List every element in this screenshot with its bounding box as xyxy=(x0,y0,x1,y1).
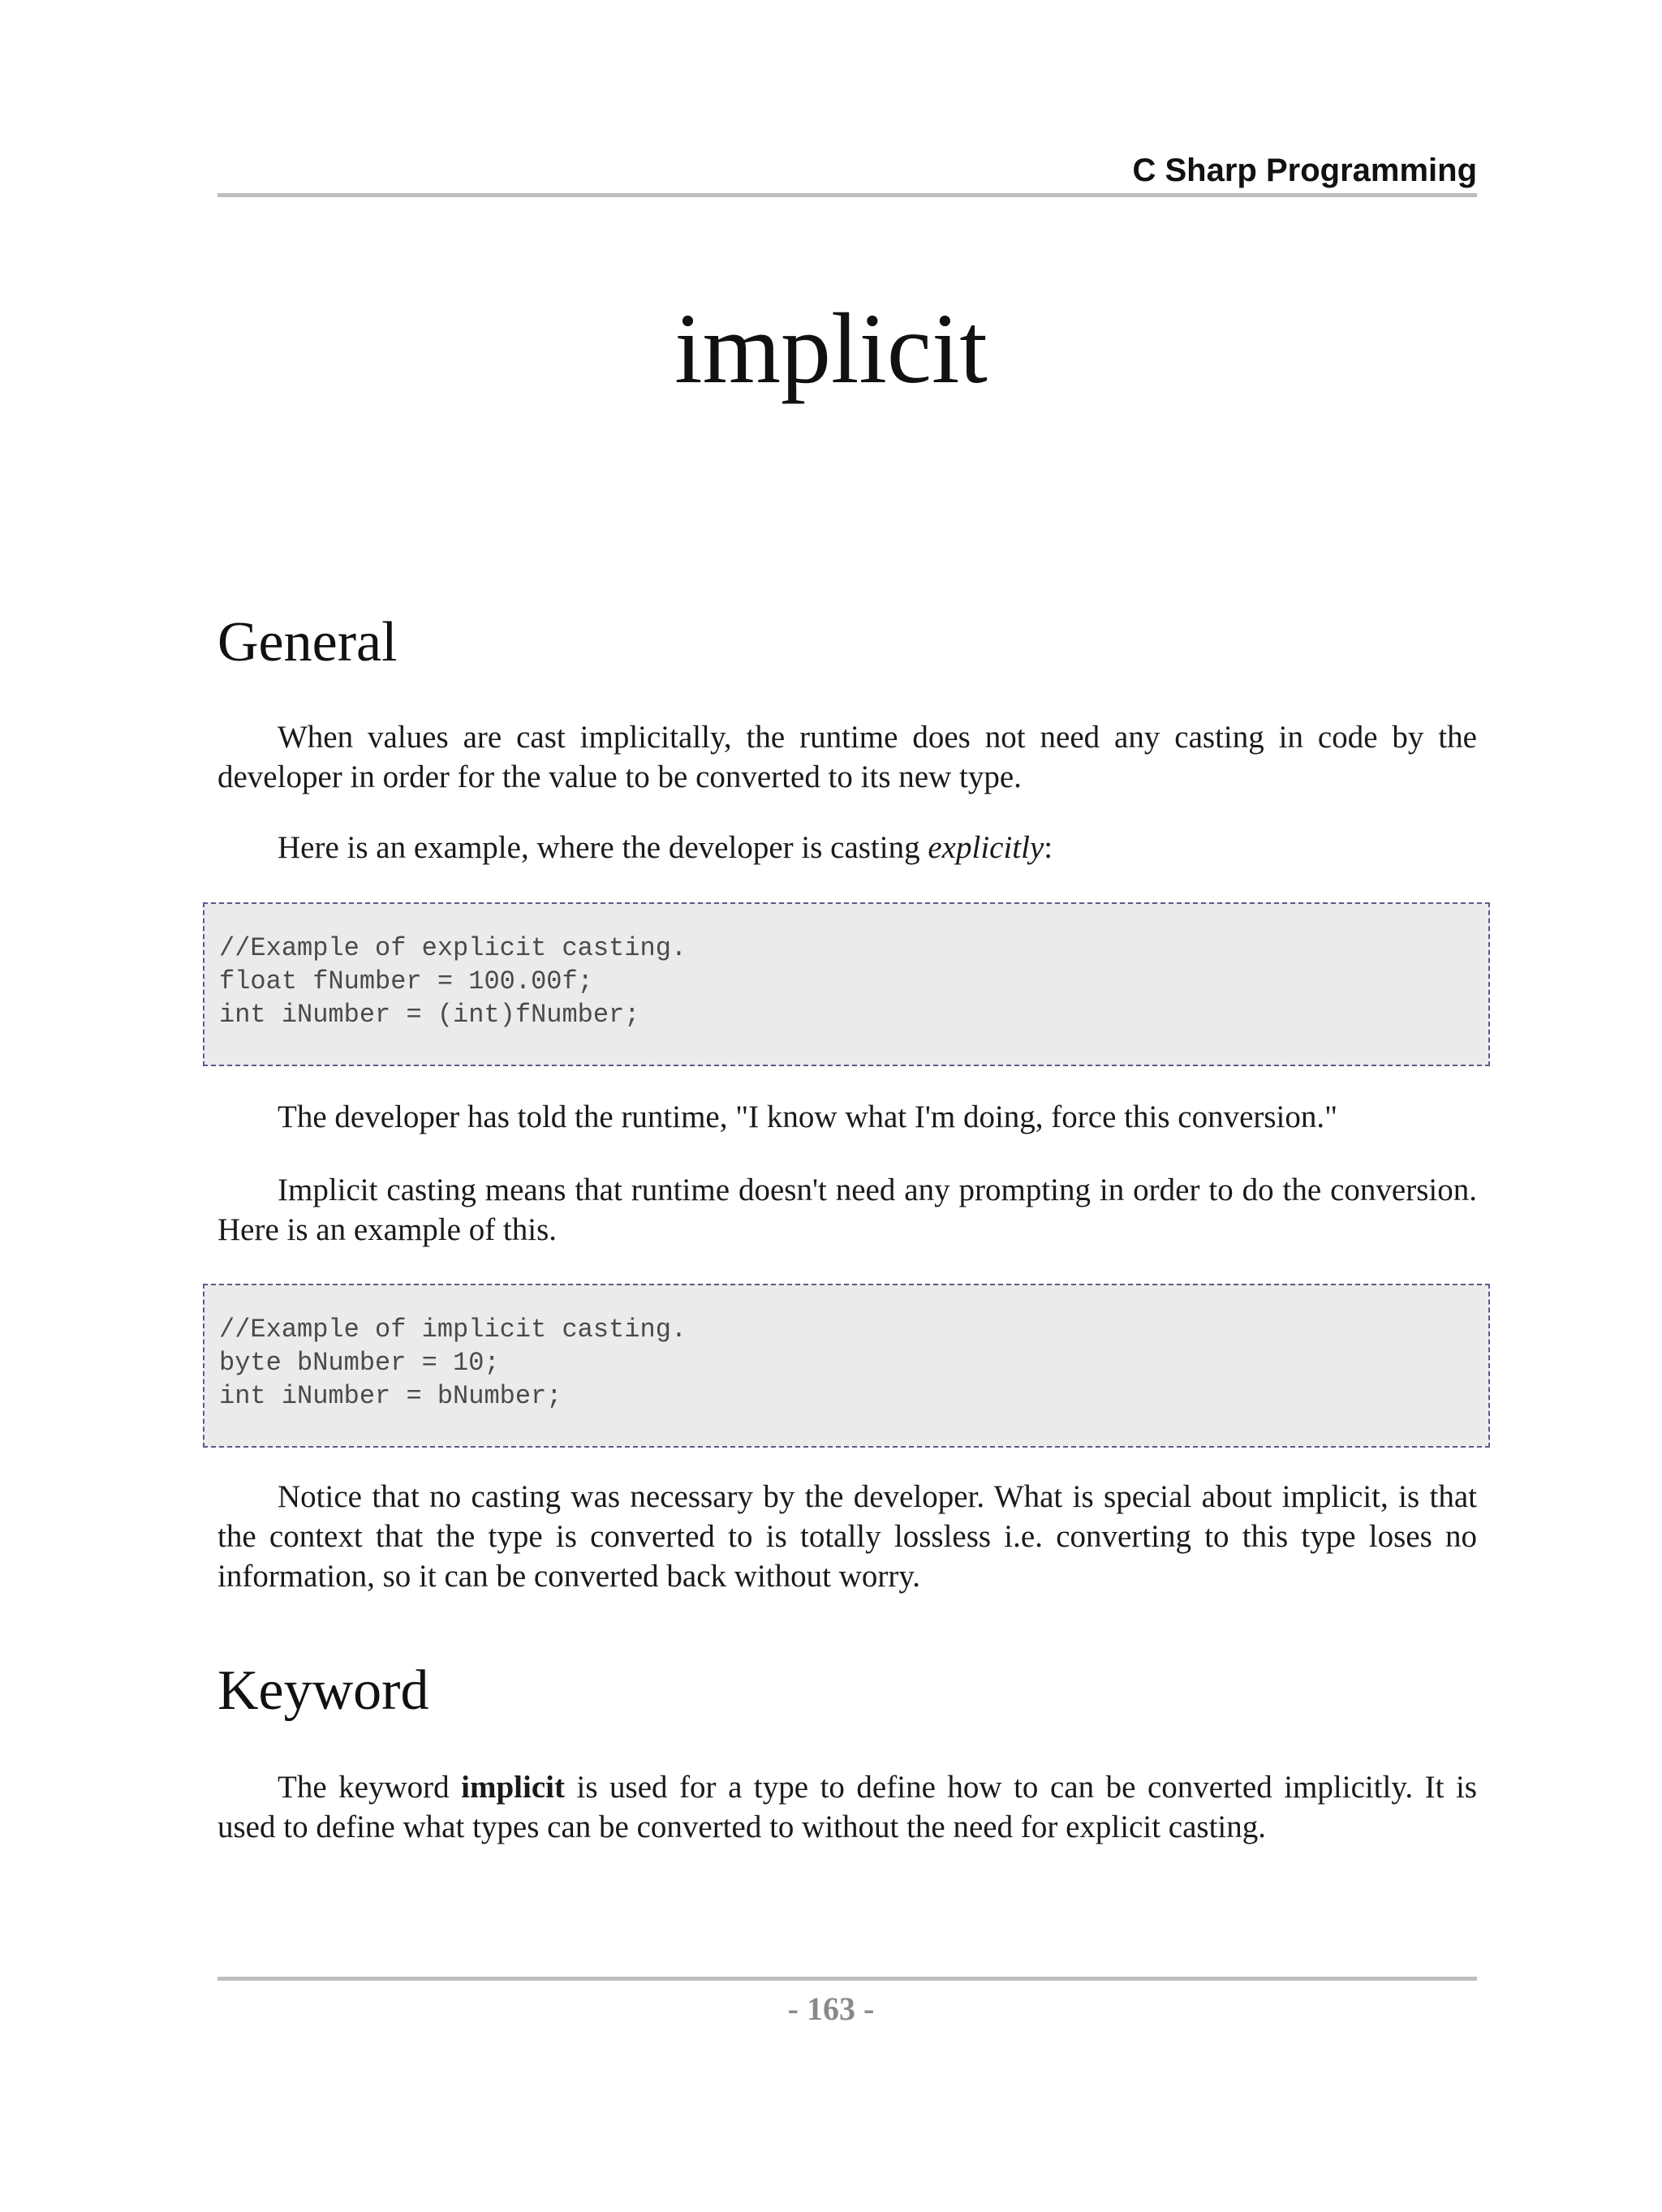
section-heading-general: General xyxy=(217,611,398,673)
code-block-implicit xyxy=(203,1284,1490,1448)
general-paragraph-2-end: : xyxy=(1044,830,1053,865)
section-heading-keyword: Keyword xyxy=(217,1659,429,1722)
keyword-paragraph-1-end: is used for a type to define how to can be converted implicitly. It is used to define what types can be converted to without the need for explicit casting. xyxy=(217,1770,1477,1844)
keyword-paragraph-1-start: The keyword xyxy=(278,1770,462,1805)
general-paragraph-5-text: Notice that no casting was necessary by the developer. What is special about implicit, is that the context that the type is converted to is totally lossless i.e. converting to this type loses no information, so it can be converted back without worry. xyxy=(217,1479,1477,1594)
code-line: //Example of explicit casting. xyxy=(219,933,687,963)
page-number: - 163 - xyxy=(787,1990,875,2027)
general-paragraph-2-text: Here is an example, where the developer is casting xyxy=(278,830,928,865)
general-paragraph-3-text: The developer has told the runtime, "I know what I'm doing, force this conversion." xyxy=(278,1100,1338,1134)
code-line: //Example of implicit casting. xyxy=(219,1315,687,1345)
general-paragraph-4 xyxy=(217,1170,1477,1250)
general-paragraph-2-emphasis: explicitly xyxy=(928,830,1044,865)
general-paragraph-1-text: When values are cast implicitally, the runtime does not need any casting in code by the developer in order for the value to be converted to its new type. xyxy=(217,720,1477,794)
keyword-paragraph-1-bold: implicit xyxy=(461,1770,565,1805)
general-paragraph-2 xyxy=(217,828,1477,867)
code-block-explicit xyxy=(203,902,1490,1066)
general-paragraph-3 xyxy=(217,1097,1477,1137)
general-paragraph-5 xyxy=(217,1477,1477,1596)
general-paragraph-4-text: Implicit casting means that runtime doesn't need any prompting in order to do the conversion. Here is an example of this. xyxy=(217,1173,1477,1247)
keyword-paragraph-1 xyxy=(217,1767,1477,1847)
code-line: int iNumber = bNumber; xyxy=(219,1381,562,1411)
code-line: int iNumber = (int)fNumber; xyxy=(219,1000,640,1030)
code-line: float fNumber = 100.00f; xyxy=(219,966,593,996)
general-paragraph-1 xyxy=(217,717,1477,797)
footer-rule xyxy=(217,1977,1477,1981)
page-title: implicit xyxy=(674,293,988,404)
running-header: C Sharp Programming xyxy=(1132,153,1477,188)
header-rule xyxy=(217,193,1477,197)
code-line: byte bNumber = 10; xyxy=(219,1348,500,1378)
